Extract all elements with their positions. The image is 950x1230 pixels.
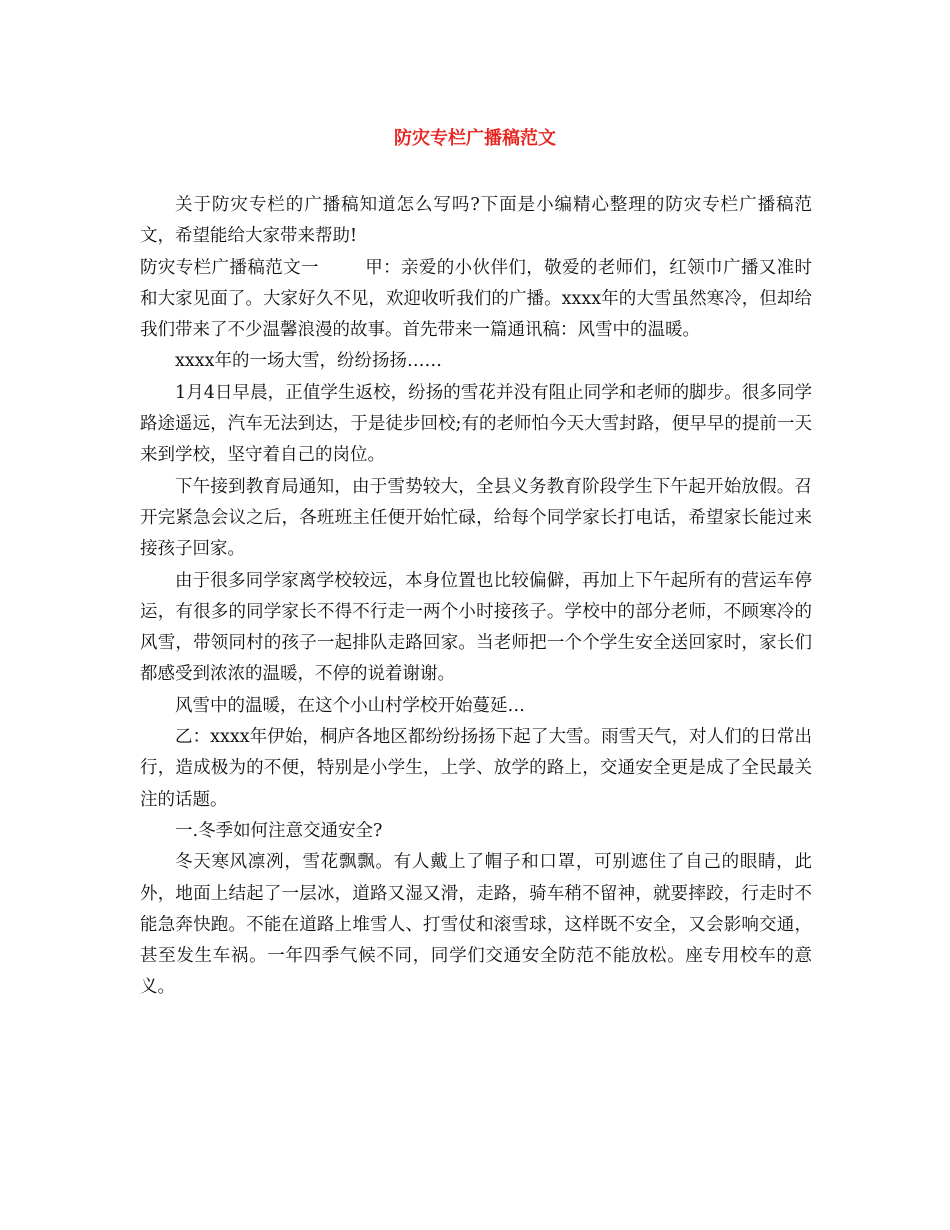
paragraph: 冬天寒风凛冽，雪花飘飘。有人戴上了帽子和口罩，可别遮住了自己的眼睛，此外，地面上结起了一层冰，道路又湿又滑，走路，骑车稍不留神，就要摔跤，行走时不能急奔快跑。不能在道路上堆雪人、打雪仗和滚雪球，这样既不安全，又会影响交通，甚至发生车祸。一年四季气候不同，同学们交通安全防范不能放松。座专用校车的意义。	[140, 852, 812, 998]
paragraph: 1月4日早晨，正值学生返校，纷扬的雪花并没有阻止同学和老师的脚步。很多同学路途遥远，汽车无法到达，于是徒步回校;有的老师怕今天大雪封路，便早早的提前一天来到学校，坚守着自己的岗位。	[140, 382, 812, 466]
section-paragraph	[140, 253, 812, 347]
section-text: 甲：亲爱的小伙伴们，敬爱的老师们，红领巾广播又准时和大家见面了。大家好久不见，欢迎收听我们的广播。xxxx年的大雪虽然寒冷，但却给我们带来了不少温馨浪漫的故事。首先带来一篇通讯稿：风雪中的温暖。	[140, 257, 813, 341]
paragraph: 由于很多同学家离学校较远，本身位置也比较偏僻，再加上下午起所有的营运车停运，有很多的同学家长不得不行走一两个小时接孩子。学校中的部分老师，不顾寒冷的风雪，带领同村的孩子一起排队走路回家。当老师把一个个学生安全送回家时，家长们都感受到浓浓的温暖，不停的说着谢谢。	[140, 570, 812, 685]
paragraph: 下午接到教育局通知，由于雪势较大，全县义务教育阶段学生下午起开始放假。召开完紧急会议之后，各班班主任便开始忙碌，给每个同学家长打电话，希望家长能过来接孩子回家。	[140, 476, 812, 560]
document-title: 防灾专栏广播稿范文	[394, 128, 556, 149]
paragraph-intro: 关于防灾专栏的广播稿知道怎么写吗?下面是小编精心整理的防灾专栏广播稿范文，希望能给大家带来帮助!	[140, 195, 812, 247]
paragraph: 风雪中的温暖，在这个小山村学校开始蔓延…	[175, 695, 525, 716]
paragraph-heading: 一.冬季如何注意交通安全?	[175, 820, 383, 841]
section-heading: 防灾专栏广播稿范文一	[140, 257, 319, 278]
paragraph: 乙：xxxx年伊始，桐庐各地区都纷纷扬扬下起了大雪。雨雪天气，对人们的日常出行，造成极为的不便，特别是小学生，上学、放学的路上，交通安全更是成了全民最关注的话题。	[140, 727, 812, 810]
paragraph: xxxx年的一场大雪，纷纷扬扬……	[175, 351, 442, 372]
document-body	[140, 190, 812, 1004]
